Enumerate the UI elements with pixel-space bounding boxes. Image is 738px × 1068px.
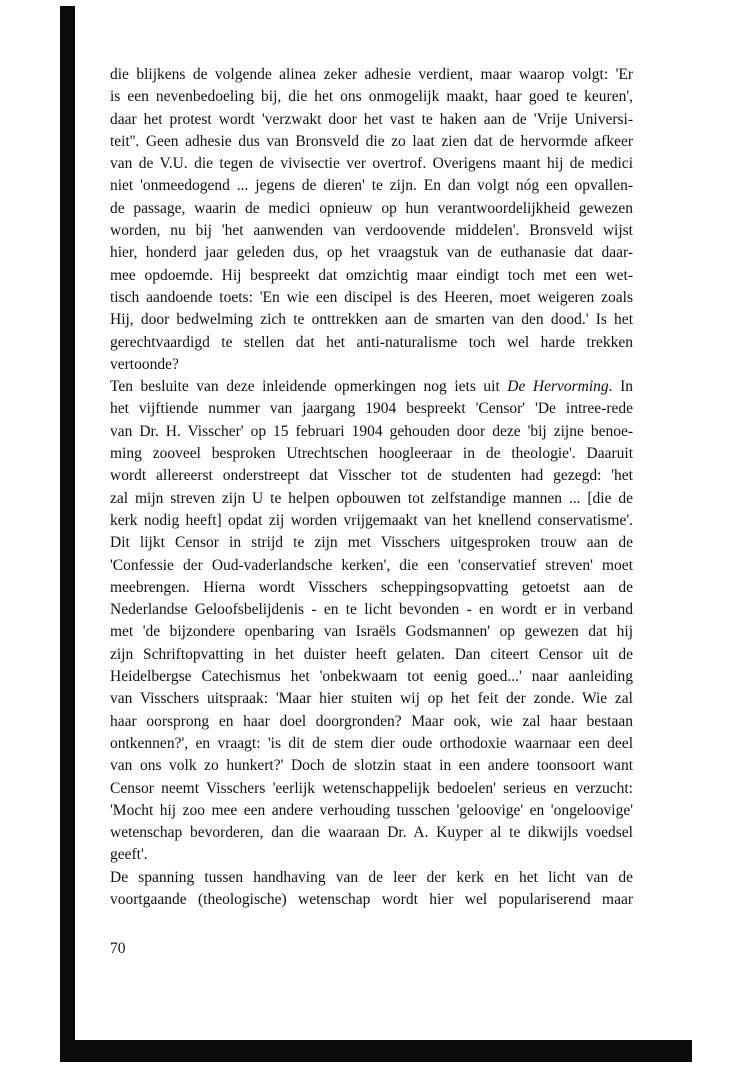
scan-border-left: [60, 6, 75, 1062]
text-line: tisch aandoende toets: 'En wie een discipel is des Heeren, moet weigeren zoals: [110, 288, 633, 306]
text-line: Heidelbergse Catechismus het 'onbekwaam tot eenig goed...' naar aanleiding: [110, 668, 633, 686]
text-line: Dit lijkt Censor in strijd te zijn met Visschers uitgesproken trouw aan de: [110, 534, 633, 552]
text-line: is een nevenbedoeling bij, die het ons onmogelijk maakt, haar goed te keuren',: [110, 88, 633, 106]
text-line: geeft'.: [110, 846, 148, 864]
publication-title: De Hervorming: [507, 378, 609, 396]
text-line: van de V.U. die tegen de vivisectie ver overtrof. Overigens maant hij de medici: [110, 155, 633, 173]
text-line: vertoonde?: [110, 355, 179, 373]
text-line: gerechtvaardigd te stellen dat het anti-naturalisme toch wel harde trekken: [110, 333, 633, 351]
text-line: worden, nu bij 'het aanwenden van verdoovende middelen'. Bronsveld wijst: [110, 222, 633, 240]
text-line: wetenschap bevorderen, dan die waaraan Dr. A. Kuyper al te dikwijls voedsel: [110, 824, 633, 842]
text-line: niet 'onmeedogend ... jegens de dieren' te zijn. En dan volgt nóg een opvallen-: [110, 177, 633, 195]
text-line: meebrengen. Hierna wordt Visschers scheppingsopvatting getoetst aan de: [110, 578, 633, 596]
text-line: voortgaande (theologische) wetenschap wordt hier wel populariserend maar: [110, 890, 633, 908]
text-line: Nederlandse Geloofsbelijdenis - en te licht bevonden - en wordt er in verband: [110, 601, 633, 619]
text-line: Hij, door bedwelming zich te onttrekken aan de smarten van den dood.' Is het: [110, 311, 633, 329]
text-line: van ons volk zo hunkert?' Doch de slotzin staat in een andere toonsoort want: [110, 757, 633, 775]
text-line: 'Confessie der Oud-vaderlandsche kerken', die een 'conservatief streven' moet: [110, 556, 633, 574]
text-line: daar het protest wordt 'verzwakt door het vast te haken aan de 'Vrije Universi-: [110, 110, 633, 128]
page-number: 70: [110, 940, 126, 957]
text-line: van Visschers uitspraak: 'Maar hier stuiten wij op het feit der zonde. Wie zal: [110, 690, 633, 708]
text-line: hier, honderd jaar geleden dus, op het vraagstuk van de euthanasie dat daar-: [110, 244, 633, 262]
text-line: zijn Schriftopvatting in het duister heeft gelaten. Dan citeert Censor uit de: [110, 645, 633, 663]
text-line: zal mijn streven zijn U te helpen opbouwen tot zelfstandige mannen ... [die de: [110, 489, 633, 507]
text-line: de passage, waarin de medici opnieuw op hun verantwoordelijkheid gewezen: [110, 199, 633, 217]
text-line: 'Mocht hij zoo mee een andere verhouding tusschen 'geloovige' en 'ongeloovige': [110, 801, 633, 819]
text-line: mee opdoemde. Hij bespreekt dat omzichtig maar eindigt toch met een wet-: [110, 266, 633, 284]
text-line: ontkennen?', en vraagt: 'is dit de stem dier oude orthodoxie waarnaar een deel: [110, 734, 633, 752]
text-line: kerk nodig heeft] opdat zij worden vrijgemaakt van het knellend conservatisme'.: [110, 511, 633, 529]
text-line: haar oorsprong en haar doel doorgronden? Maar ook, wie zal haar bestaan: [110, 712, 633, 730]
text-line: Censor neemt Visschers 'eerlijk wetenschappelijk bedoelen' serieus en verzucht:: [110, 779, 633, 797]
text-line: teit''. Geen adhesie dus van Bronsveld die zo laat zien dat de hervormde afkeer: [110, 132, 633, 150]
text-line: met 'de bijzondere openbaring van Israëls Godsmannen' op gewezen dat hij: [110, 623, 633, 641]
text-line: Ten besluite van deze inleidende opmerkingen nog iets uit De Hervorming. In: [110, 378, 633, 396]
text-line: die blijkens de volgende alinea zeker adhesie verdient, maar waarop volgt: 'Er: [110, 66, 633, 83]
text-line: van Dr. H. Visscher' op 15 februari 1904 gehouden door deze 'bij zijne benoe-: [110, 422, 633, 440]
text-line: wordt allereerst onderstreept dat Visscher tot de studenten had gezegd: 'het: [110, 467, 633, 485]
text-line: De spanning tussen handhaving van de leer der kerk en het licht van de: [110, 868, 633, 886]
body-text: [110, 64, 633, 911]
text-line: het vijftiende nummer van jaargang 1904 bespreekt 'Censor' 'De intree-rede: [110, 400, 633, 418]
scan-border-bottom: [60, 1040, 692, 1062]
text-line: ming zooveel besproken Utrechtschen hoogleeraar in de theologie'. Daaruit: [110, 445, 633, 463]
